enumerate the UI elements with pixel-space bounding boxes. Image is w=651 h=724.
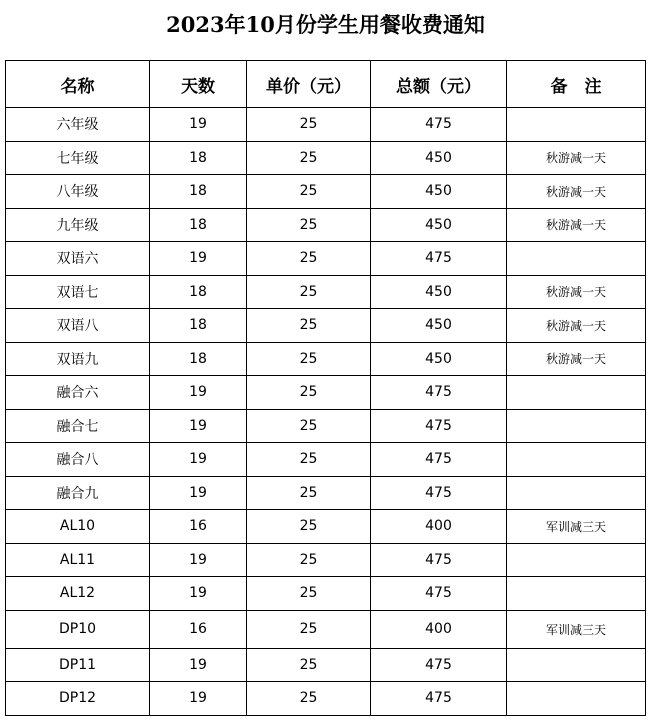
cell-total: 475 (371, 543, 507, 577)
table-row (6, 376, 646, 410)
cell-days: 19 (150, 108, 247, 142)
header-days: 天数 (150, 61, 247, 108)
cell-name: 八年级 (6, 175, 150, 209)
cell-note: 秋游减一天 (507, 208, 646, 242)
cell-name: 六年级 (6, 108, 150, 142)
cell-unit-price: 25 (247, 342, 371, 376)
table-row (6, 610, 646, 648)
cell-total: 475 (371, 376, 507, 410)
cell-total: 450 (371, 309, 507, 343)
cell-name: 双语八 (6, 309, 150, 343)
cell-name: 双语七 (6, 275, 150, 309)
cell-unit-price: 25 (247, 175, 371, 209)
cell-note (507, 682, 646, 716)
cell-name: 融合九 (6, 476, 150, 510)
table-body (6, 108, 646, 716)
cell-unit-price: 25 (247, 141, 371, 175)
cell-name: 双语九 (6, 342, 150, 376)
cell-note: 秋游减一天 (507, 309, 646, 343)
cell-unit-price: 25 (247, 208, 371, 242)
cell-unit-price: 25 (247, 376, 371, 410)
cell-name: DP11 (6, 648, 150, 682)
header-unit-price: 单价（元） (247, 61, 371, 108)
cell-days: 19 (150, 242, 247, 276)
table-header-row (6, 61, 646, 108)
cell-unit-price: 25 (247, 275, 371, 309)
cell-days: 18 (150, 275, 247, 309)
cell-total: 475 (371, 682, 507, 716)
table-row (6, 208, 646, 242)
table-row (6, 309, 646, 343)
cell-unit-price: 25 (247, 543, 371, 577)
cell-days: 18 (150, 175, 247, 209)
cell-name: 九年级 (6, 208, 150, 242)
cell-note (507, 376, 646, 410)
cell-note (507, 242, 646, 276)
table-row (6, 108, 646, 142)
cell-name: AL11 (6, 543, 150, 577)
cell-unit-price: 25 (247, 648, 371, 682)
cell-total: 400 (371, 610, 507, 648)
cell-unit-price: 25 (247, 510, 371, 544)
cell-total: 475 (371, 443, 507, 477)
cell-days: 19 (150, 443, 247, 477)
cell-total: 475 (371, 648, 507, 682)
cell-note: 秋游减一天 (507, 275, 646, 309)
cell-days: 18 (150, 141, 247, 175)
table-row (6, 242, 646, 276)
cell-name: 融合六 (6, 376, 150, 410)
cell-total: 450 (371, 141, 507, 175)
table-row (6, 409, 646, 443)
cell-unit-price: 25 (247, 476, 371, 510)
cell-days: 18 (150, 309, 247, 343)
cell-name: 融合八 (6, 443, 150, 477)
table-row (6, 648, 646, 682)
fee-table (5, 60, 646, 716)
cell-days: 19 (150, 648, 247, 682)
cell-unit-price: 25 (247, 309, 371, 343)
table-row (6, 275, 646, 309)
cell-total: 475 (371, 409, 507, 443)
cell-note: 军训减三天 (507, 610, 646, 648)
table-row (6, 577, 646, 611)
cell-days: 18 (150, 342, 247, 376)
cell-unit-price: 25 (247, 682, 371, 716)
cell-days: 19 (150, 577, 247, 611)
table-row (6, 682, 646, 716)
cell-note: 秋游减一天 (507, 342, 646, 376)
cell-note (507, 577, 646, 611)
cell-note (507, 108, 646, 142)
cell-name: DP12 (6, 682, 150, 716)
cell-unit-price: 25 (247, 443, 371, 477)
cell-days: 19 (150, 543, 247, 577)
table-row (6, 175, 646, 209)
header-note: 备 注 (507, 61, 646, 108)
cell-days: 19 (150, 409, 247, 443)
cell-name: 七年级 (6, 141, 150, 175)
cell-note (507, 543, 646, 577)
cell-total: 475 (371, 476, 507, 510)
cell-unit-price: 25 (247, 577, 371, 611)
cell-name: AL10 (6, 510, 150, 544)
cell-total: 450 (371, 275, 507, 309)
table-row (6, 543, 646, 577)
cell-note (507, 409, 646, 443)
cell-name: 双语六 (6, 242, 150, 276)
cell-days: 16 (150, 510, 247, 544)
cell-days: 18 (150, 208, 247, 242)
cell-note (507, 443, 646, 477)
cell-unit-price: 25 (247, 108, 371, 142)
header-total: 总额（元） (371, 61, 507, 108)
cell-note (507, 648, 646, 682)
cell-note: 秋游减一天 (507, 175, 646, 209)
cell-unit-price: 25 (247, 409, 371, 443)
cell-total: 450 (371, 208, 507, 242)
table-row (6, 342, 646, 376)
cell-note: 秋游减一天 (507, 141, 646, 175)
page-title: 2023年10月份学生用餐收费通知 (166, 12, 485, 37)
cell-total: 400 (371, 510, 507, 544)
cell-total: 450 (371, 342, 507, 376)
cell-name: AL12 (6, 577, 150, 611)
cell-unit-price: 25 (247, 242, 371, 276)
cell-days: 19 (150, 376, 247, 410)
cell-note (507, 476, 646, 510)
cell-days: 19 (150, 682, 247, 716)
cell-days: 19 (150, 476, 247, 510)
cell-note: 军训减三天 (507, 510, 646, 544)
cell-unit-price: 25 (247, 610, 371, 648)
cell-name: 融合七 (6, 409, 150, 443)
table-row (6, 510, 646, 544)
cell-days: 16 (150, 610, 247, 648)
cell-total: 475 (371, 108, 507, 142)
cell-total: 475 (371, 242, 507, 276)
cell-total: 450 (371, 175, 507, 209)
cell-name: DP10 (6, 610, 150, 648)
cell-total: 475 (371, 577, 507, 611)
header-name: 名称 (6, 61, 150, 108)
table-row (6, 476, 646, 510)
table-row (6, 141, 646, 175)
table-row (6, 443, 646, 477)
